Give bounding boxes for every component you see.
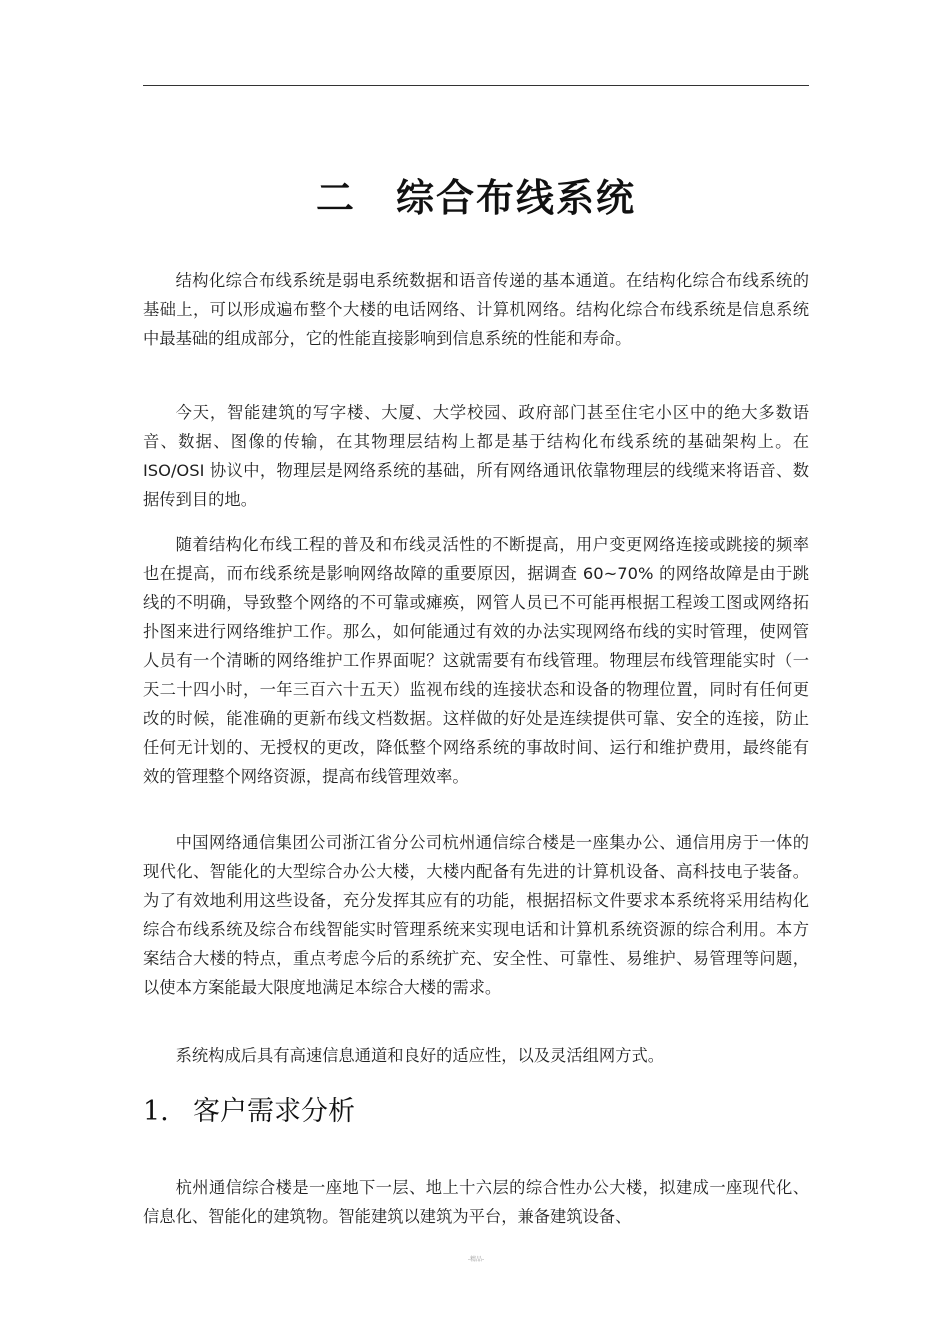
paragraph-2: 今天，智能建筑的写字楼、大厦、大学校园、政府部门甚至住宅小区中的绝大多数语音、数据、图像的传输，在其物理层结构上都是基于结构化布线系统的基础架构上。在 ISO/OSI 协议中，物理层是网络系统的基础，所有网络通讯依靠物理层的线缆来将语音、数据传到目的地。 [143, 403, 809, 509]
section-title: 客户需求分析 [193, 1096, 355, 1127]
chapter-title [143, 172, 809, 224]
paragraph-3: 随着结构化布线工程的普及和布线灵活性的不断提高，用户变更网络连接或跳接的频率也在提高，而布线系统是影响网络故障的重要原因，据调查 60~70% 的网络故障是由于跳线的不明确，导致整个网络的不可靠或瘫痪，网管人员已不可能再根据工程竣工图或网络拓扑图来进行网络维护工作。那么，如何能通过有效的办法实现网络布线的实时管理，使网管人员有一个清晰的网络维护工作界面呢？这就需要有布线管理。物理层布线管理能实时（一天二十四小时，一年三百六十五天）监视布线的连接状态和设备的物理位置，同时有任何更改的时候，能准确的更新布线文档数据。这样做的好处是连续提供可靠、安全的连接，防止任何无计划的、无授权的更改，降低整个网络系统的事故时间、运行和维护费用，最终能有效的管理整个网络资源，提高布线管理效率。 [143, 535, 809, 786]
paragraph-4: 中国网络通信集团公司浙江省分公司杭州通信综合楼是一座集办公、通信用房于一体的现代化、智能化的大型综合办公大楼，大楼内配备有先进的计算机设备、高科技电子装备。为了有效地利用这些设备，充分发挥其应有的功能，根据招标文件要求本系统将采用结构化综合布线系统及综合布线智能实时管理系统来实现电话和计算机系统资源的综合利用。本方案结合大楼的特点，重点考虑今后的系统扩充、安全性、可靠性、易维护、易管理等问题，以使本方案能最大限度地满足本综合大楼的需求。 [143, 833, 809, 997]
header-rule [143, 85, 809, 86]
chapter-title-text: 综合布线系统 [396, 176, 637, 220]
section-number: 1. [143, 1096, 169, 1127]
paragraph-5: 系统构成后具有高速信息通道和良好的适应性，以及灵活组网方式。 [175, 1046, 665, 1065]
footer-mark: -精品- [467, 1256, 485, 1263]
section-heading [143, 1092, 809, 1132]
chapter-number: 二 [315, 176, 356, 220]
paragraph-1: 结构化综合布线系统是弱电系统数据和语音传递的基本通道。在结构化综合布线系统的基础上，可以形成遍布整个大楼的电话网络、计算机网络。结构化综合布线系统是信息系统中最基础的组成部分，它的性能直接影响到信息系统的性能和寿命。 [143, 271, 809, 348]
paragraph-6: 杭州通信综合楼是一座地下一层、地上十六层的综合性办公大楼，拟建成一座现代化、信息化、智能化的建筑物。智能建筑以建筑为平台，兼备建筑设备、 [143, 1178, 809, 1226]
